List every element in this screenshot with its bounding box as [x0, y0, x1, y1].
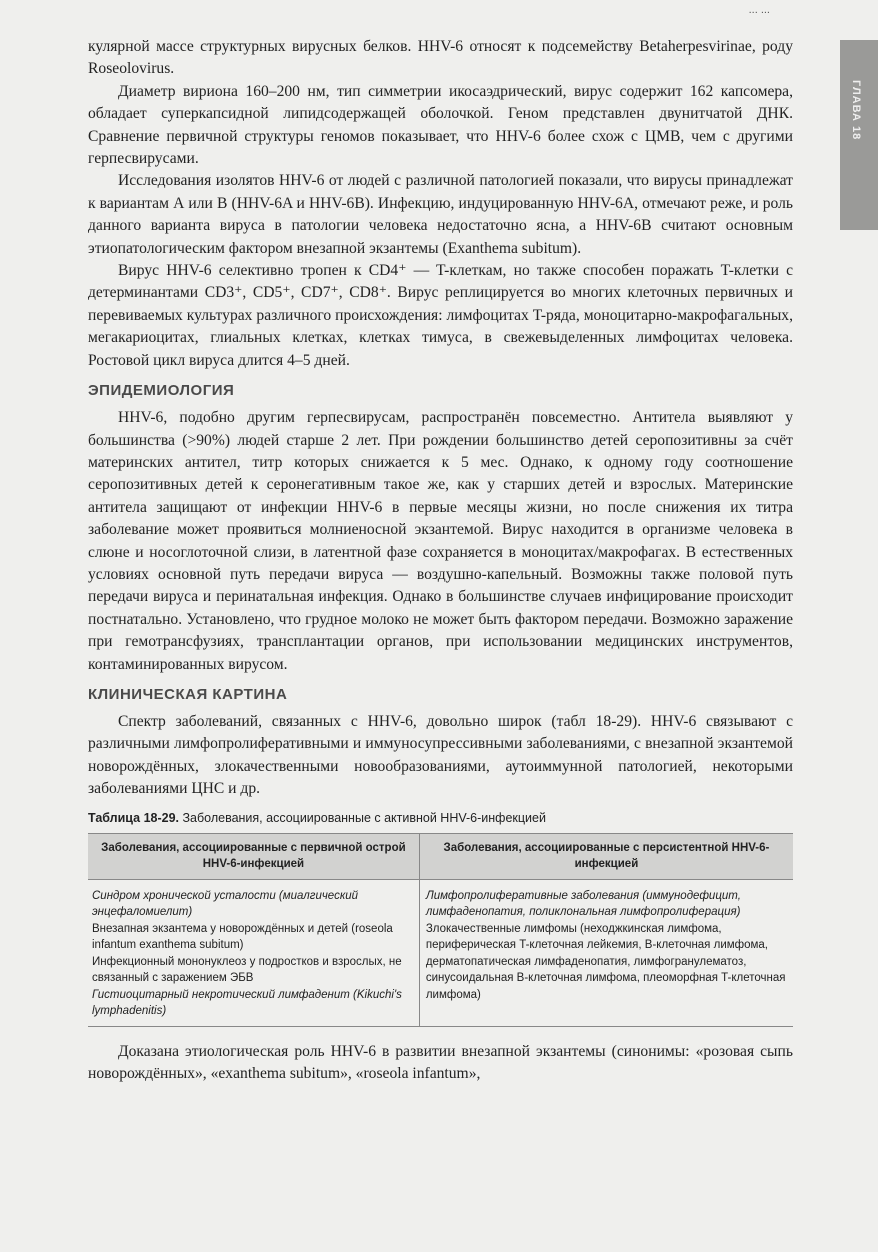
- list-item: Злокачественные лимфомы (неходжкинская лимфома, периферическая T-клеточная лейкемия, B-клеточная лимфома, дерматопатическая лимфаденопатия, лимфогранулематоз, синусоидальная B-клеточная лимфома, плеоморфная T-клеточная лимфома): [425, 922, 786, 1001]
- table-header-persistent: Заболевания, ассоциированные с персистентной HHV-6-инфекцией: [419, 833, 793, 879]
- table-caption: [88, 811, 793, 825]
- list-item: Внезапная экзантема у новорождённых и детей (roseola infantum exanthema subitum): [92, 922, 393, 952]
- page-content: [88, 36, 793, 1085]
- chapter-side-tab: [840, 40, 878, 230]
- paragraph-3: Исследования изолятов HHV-6 от людей с различной патологией показали, что вирусы принадлежат к вариантам А или В (HHV-6A и HHV-6B). Инфекцию, индуцированную HHV-6A, отмечают реже, и роль данного варианта вируса в патологии человека недостаточно ясна, а HHV-6B считают основным этиопатологическим фактором внезапной экзантемы (Exanthema subitum).: [88, 172, 793, 257]
- table-title: Заболевания, ассоциированные с активной HHV-6-инфекцией: [179, 810, 546, 825]
- chapter-tab-label: ГЛАВА 18: [850, 80, 862, 141]
- table-header-primary: Заболевания, ассоциированные с первичной острой HHV-6-инфекцией: [88, 833, 419, 879]
- section-heading-epidemiology: ЭПИДЕМИОЛОГИЯ: [88, 382, 235, 400]
- running-header: ... ...: [748, 4, 770, 16]
- paragraph-1: кулярной массе структурных вирусных белков. HHV-6 относят к подсемейству Betaherpesvirinae, роду Roseolovirus.: [88, 38, 793, 78]
- table-header-row: [88, 833, 793, 879]
- clinical-paragraph: Спектр заболеваний, связанных с HHV-6, довольно широк (табл 18-29). HHV-6 связывают с различными лимфопролиферативными и иммуносупрессивными заболеваниями, с внезапной экзантемой новорождённых, злокачественными новообразованиями, аутоиммунной патологией, некоторыми заболеваниями ЦНС и др.: [88, 712, 793, 798]
- table-number: Таблица 18-29.: [88, 810, 180, 825]
- list-item: Инфекционный мононуклеоз у подростков и взрослых, не связанный с заражением ЭБВ: [92, 955, 402, 985]
- list-item: Лимфопролиферативные заболевания (иммунодефицит, лимфаденопатия, поликлональная лимфопролиферация): [425, 889, 741, 919]
- table-cell-persistent: [419, 879, 793, 1026]
- epidemiology-paragraph: HHV-6, подобно другим герпесвирусам, распространён повсеместно. Антитела выявляют у большинства (>90%) людей старше 2 лет. При рождении большинство детей серопозитивны за счёт материнских антител, титр которых снижается к 5 мес. Однако, к одному году соотношение серопозитивных детей к серонегативным такое же, как у старших детей и взрослых. Материнские антитела защищают от инфекции HHV-6 в первые месяцы жизни, но после снижения их титра заболевание может проявиться молниеносной экзантемой. Вирус находится в организме человека в слюне и носоглоточной слизи, в латентной фазе сохраняется в моноцитах/макрофагах. В естественных условиях основной путь передачи вируса — воздушно-капельный. Возможны также половой путь передачи вируса и перинатальная инфекция. Однако в большинстве случаев инфицирование происходит постнатально. Установлено, что грудное молоко не может быть фактором передачи. Возможно заражение при гемотрансфузиях, трансплантации органов, при использовании медицинских инструментов, контаминированных вирусом.: [88, 409, 793, 673]
- paragraph-4: Вирус HHV-6 селективно тропен к CD4⁺ — T-клеткам, но также способен поражать T-клетки с детерминантами CD3⁺, CD5⁺, CD7⁺, CD8⁺. Вирус реплицируется во многих клеточных первичных и перевиваемых культурах различного происхождения: лимфоцитах T-ряда, моноцитарно-макрофагальных, мегакариоцитах, глиальных клетках, клетках тимуса, в свежевыделенных лимфоцитах человека. Ростовой цикл вируса длится 4–5 дней.: [88, 262, 793, 369]
- paragraph-2: Диаметр вириона 160–200 нм, тип симметрии икосаэдрический, вирус содержит 162 капсомера, обладает суперкапсидной липидсодержащей оболочкой. Геном представлен двунитчатой ДНК. Сравнение первичной структуры геномов показывает, что HHV-6 более схож с ЦМВ, чем с другими герпесвирусами.: [88, 82, 793, 168]
- table-cell-primary: [88, 879, 419, 1026]
- list-item: Синдром хронической усталости (миалгический энцефаломиелит): [92, 889, 359, 919]
- list-item: Гистиоцитарный некротический лимфаденит (Kikuchi's lymphadenitis): [92, 988, 402, 1018]
- table-row: [88, 879, 793, 1026]
- disease-table: [88, 833, 793, 1027]
- section-heading-clinical: КЛИНИЧЕСКАЯ КАРТИНА: [88, 685, 288, 703]
- closing-paragraph: Доказана этиологическая роль HHV-6 в развитии внезапной экзантемы (синонимы: «розовая сыпь новорождённых», «exanthema subitum», «roseola infantum»,: [88, 1042, 793, 1082]
